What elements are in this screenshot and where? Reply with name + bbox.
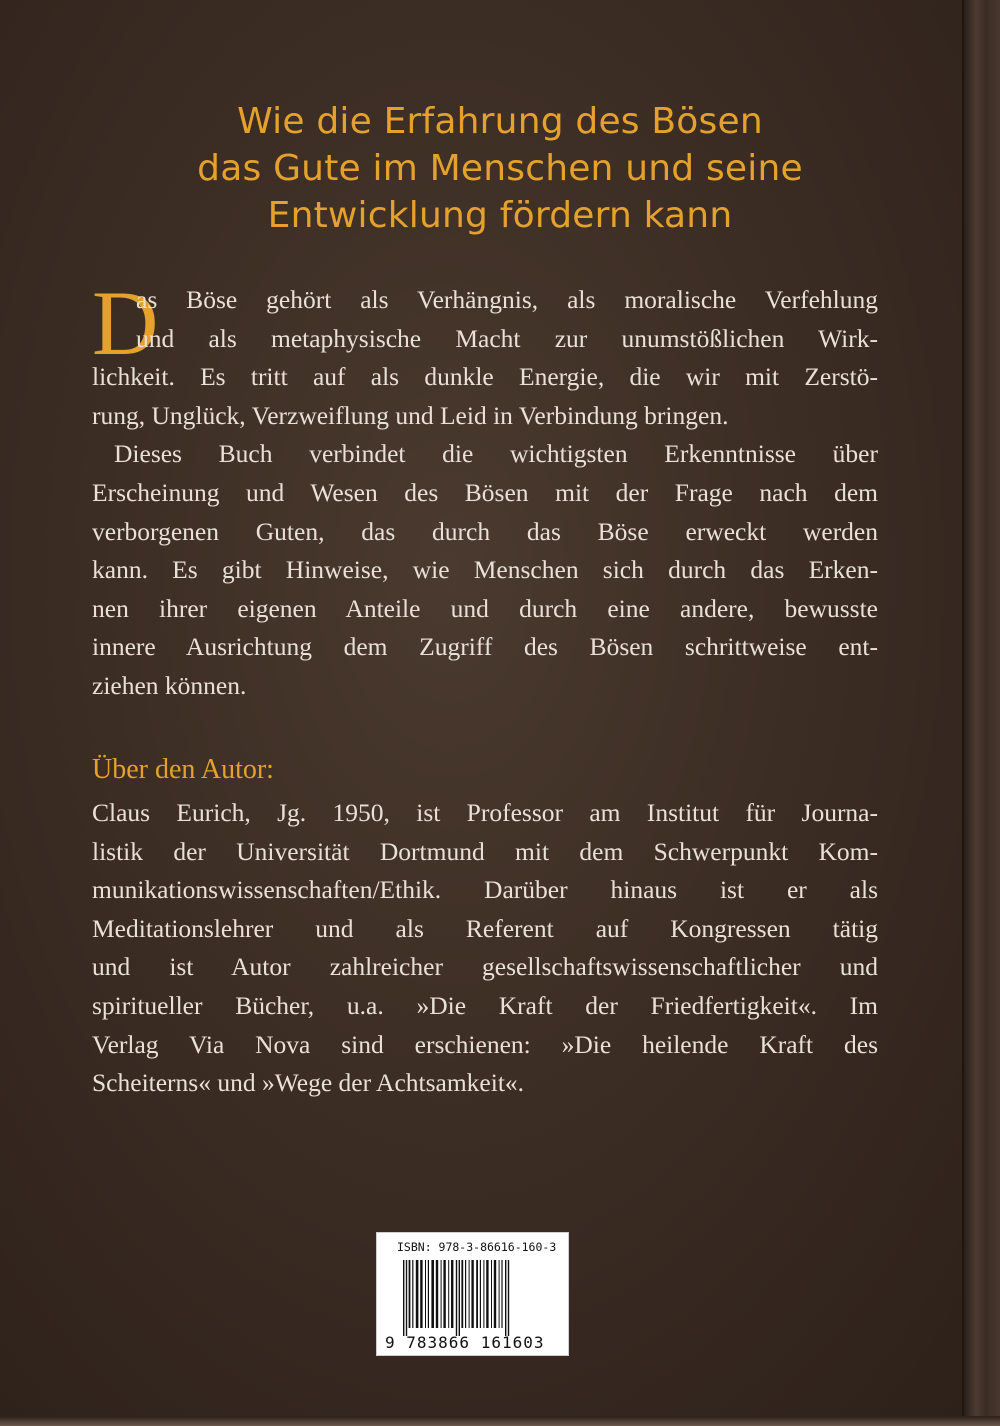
barcode-bar xyxy=(420,1260,422,1328)
barcode-bar xyxy=(459,1260,460,1336)
text-line: verborgenen Guten, das durch das Böse erweckt werden xyxy=(92,516,878,546)
text-line: ziehen können. xyxy=(92,670,247,700)
barcode-bar xyxy=(486,1260,488,1328)
barcode-bar xyxy=(406,1260,407,1336)
text-line: listik der Universität Dortmund mit dem Schwerpunkt Kom- xyxy=(92,836,878,866)
text-line: Meditationslehrer und als Referent auf Kongressen tätig xyxy=(92,913,878,943)
text-line: Claus Eurich, Jg. 1950, ist Professor am Institut für Journa- xyxy=(92,798,878,827)
author-heading: Über den Autor: xyxy=(92,754,274,785)
text-line: Erscheinung und Wesen des Bösen mit der Frage nach dem xyxy=(92,477,878,507)
text-line: lichkeit. Es tritt auf als dunkle Energie, die wir mit Zerstö- xyxy=(92,362,878,392)
tagline xyxy=(60,98,940,239)
barcode-bar xyxy=(443,1260,445,1328)
text-line: spiritueller Bücher, u.a. »Die Kraft der Friedfertigkeit«. Im xyxy=(92,990,878,1020)
barcode-bar xyxy=(483,1260,484,1328)
text-line: innere Ausrichtung dem Zugriff des Bösen schrittweise ent- xyxy=(92,632,878,662)
barcode-bar xyxy=(416,1260,419,1328)
text-line: Verlag Via Nova sind erschienen: »Die heilende Kraft des xyxy=(92,1029,878,1059)
barcode-bar xyxy=(465,1260,466,1328)
barcode-bar xyxy=(451,1260,453,1328)
text-line: und ist Autor zahlreicher gesellschaftswissenschaftlicher und xyxy=(92,952,878,982)
isbn-barcode-label xyxy=(376,1232,569,1356)
text-line: rung, Unglück, Verzweiflung und Leid in Verbindung bringen. xyxy=(92,400,729,430)
barcode-bar xyxy=(505,1260,506,1336)
tagline-line: das Gute im Menschen und seine xyxy=(197,148,803,189)
text-line: munikationswissenschaften/Ethik. Darüber hinaus ist er als xyxy=(92,875,878,905)
barcode-bar xyxy=(461,1260,463,1328)
intro-paragraph xyxy=(92,272,878,706)
barcode-bar xyxy=(469,1260,470,1328)
isbn-text: ISBN: 978-3-86616-160-3 xyxy=(397,1240,557,1254)
ean-digits: 9 783866 161603 xyxy=(385,1333,545,1352)
text-line: und als metaphysische Macht zur unumstößlichen Wirk- xyxy=(136,323,878,353)
barcode-bar xyxy=(428,1260,429,1328)
text-line: Dieses Buch verbindet die wichtigsten Erkenntnisse über xyxy=(114,439,878,469)
barcode-bar xyxy=(491,1260,492,1328)
barcode-bar xyxy=(471,1260,473,1328)
barcode-bar xyxy=(412,1260,413,1328)
barcode-bar xyxy=(494,1260,496,1328)
barcode-bar xyxy=(508,1260,509,1336)
spine-edge xyxy=(962,0,1000,1426)
barcode-bar xyxy=(436,1260,438,1328)
barcode-bar xyxy=(501,1260,502,1328)
author-paragraph xyxy=(92,794,878,1103)
barcode-icon xyxy=(403,1260,545,1336)
barcode-bar xyxy=(448,1260,449,1328)
text-line: kann. Es gibt Hinweise, wie Menschen sich durch das Erken- xyxy=(92,555,878,585)
barcode-bar xyxy=(476,1260,478,1328)
bottom-edge xyxy=(0,1416,1000,1426)
text-line: as Böse gehört als Verhängnis, als moralische Verfehlung xyxy=(136,285,878,314)
tagline-line: Entwicklung fördern kann xyxy=(267,195,733,236)
drop-cap: D xyxy=(92,272,159,374)
barcode-bar xyxy=(499,1260,500,1328)
text-line: nen ihrer eigenen Anteile und durch eine andere, bewusste xyxy=(92,593,878,623)
text-line: Scheiterns« und »Wege der Achtsamkeit«. xyxy=(92,1068,525,1098)
barcode-bar xyxy=(441,1260,442,1328)
barcode-bar xyxy=(431,1260,434,1328)
barcode-bar xyxy=(480,1260,481,1328)
tagline-line: Wie die Erfahrung des Bösen xyxy=(237,101,763,142)
barcode-bar xyxy=(403,1260,404,1336)
barcode-bar xyxy=(409,1260,411,1328)
barcode-bar xyxy=(425,1260,426,1328)
barcode-bar xyxy=(456,1260,457,1336)
